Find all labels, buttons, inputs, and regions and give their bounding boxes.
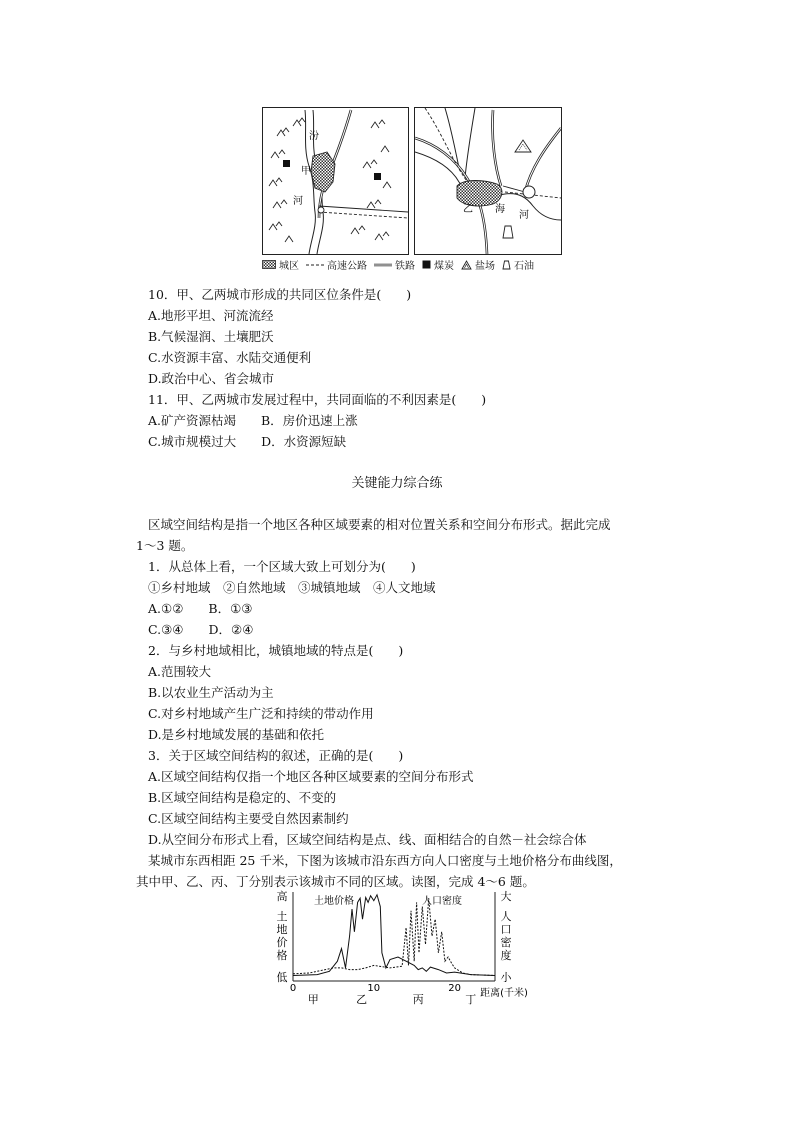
map-label-hai: 海 — [495, 204, 505, 215]
q11-options-cd: C.城市规模过大 D．水资源短缺 — [148, 434, 347, 449]
q3-option-a: A.区域空间结构仅指一个地区各种区域要素的空间分布形式 — [148, 769, 474, 784]
q1-stem: 1．从总体上看，一个区域大致上可划分为( ) — [148, 559, 416, 574]
map-label-he: 河 — [519, 210, 529, 221]
q1-options-ab: A.①② B．①③ — [148, 601, 253, 616]
intro-line-2: 1～3 题。 — [136, 538, 194, 553]
node-circle — [318, 207, 324, 213]
x-axis-unit-label: 距离(千米) — [480, 988, 528, 999]
q11-options-ab: A.矿产资源枯竭 B．房价迅速上涨 — [148, 413, 358, 428]
railway-legend-icon — [374, 262, 392, 268]
left-axis-high-label: 高 — [276, 890, 288, 903]
coal-symbol — [283, 160, 290, 167]
city-area-jia — [311, 152, 335, 192]
q1-options-cd: C.③④ D．②④ — [148, 622, 254, 637]
q10-stem: 10．甲、乙两城市形成的共同区位条件是( ) — [148, 287, 412, 302]
intro-line-1: 区域空间结构是指一个地区各种区域要素的相对位置关系和空间分布形式。据此完成 — [148, 517, 611, 532]
q2-option-a: A.范围较大 — [148, 664, 212, 679]
port-circle — [523, 186, 535, 198]
intro2-line-2: 其中甲、乙、丙、丁分别表示该城市不同的区域。读图，完成 4～6 题。 — [136, 874, 535, 889]
q3-stem: 3．关于区域空间结构的叙述，正确的是( ) — [148, 748, 404, 763]
land-price-population-chart — [272, 888, 534, 1008]
left-axis-label-char: 价 — [276, 936, 288, 949]
left-axis-label-char: 土 — [276, 910, 288, 923]
right-axis-label-char: 人 — [500, 910, 512, 923]
q10-option-b: B.气候湿润、土壤肥沃 — [148, 329, 274, 344]
x-tick-label: 10 — [367, 983, 381, 994]
q2-stem: 2．与乡村地域相比，城镇地域的特点是( ) — [148, 643, 404, 658]
legend-coal-label: 煤炭 — [434, 261, 454, 272]
q10-option-a: A.地形平坦、河流流经 — [148, 308, 274, 323]
legend-oil-label: 石油 — [514, 261, 534, 272]
railway-line-inner — [525, 128, 561, 192]
map-right — [414, 107, 562, 255]
left-axis-label — [277, 909, 288, 962]
map-right-drawing — [415, 108, 561, 254]
map-legend — [262, 257, 534, 272]
q3-option-c: C.区域空间结构主要受自然因素制约 — [148, 811, 349, 826]
railway-line — [525, 128, 561, 192]
left-axis-label-char: 地 — [276, 923, 288, 936]
coal-legend-icon — [422, 260, 431, 269]
zone-label: 甲 — [307, 993, 319, 1006]
railway-branch — [319, 206, 408, 212]
right-axis-label-char: 密 — [500, 936, 512, 949]
legend-highway-label: 高速公路 — [327, 261, 367, 272]
right-axis-label-char: 口 — [500, 923, 512, 936]
map-left — [262, 107, 409, 255]
legend-salt-label: 盐场 — [475, 261, 495, 272]
oil-icon — [503, 226, 513, 238]
q2-option-c: C.对乡村地域产生广泛和持续的带动作用 — [148, 706, 374, 721]
q3-option-b: B.区域空间结构是稳定的、不变的 — [148, 790, 337, 805]
urban-legend-icon — [262, 260, 276, 269]
zone-labels — [308, 993, 477, 1006]
left-axis-label-char: 格 — [276, 949, 288, 962]
series-label-population: 人口密度 — [422, 896, 462, 907]
right-axis-label-char: 度 — [500, 949, 512, 962]
highway-legend-icon — [306, 262, 324, 268]
population-density-line — [293, 898, 495, 975]
x-tick-label: 0 — [289, 983, 297, 994]
zone-label: 丁 — [465, 993, 477, 1006]
q10-option-c: C.水资源丰富、水陆交通便利 — [148, 350, 312, 365]
zone-label: 丙 — [412, 993, 424, 1006]
salt-legend-icon — [461, 260, 472, 270]
q2-option-b: B.以农业生产活动为主 — [148, 685, 274, 700]
river-tributary — [465, 108, 475, 178]
zone-label: 乙 — [356, 993, 368, 1006]
map-label-fen: 汾 — [309, 131, 319, 142]
map-left-drawing — [263, 108, 408, 254]
q11-stem: 11．甲、乙两城市发展过程中，共同面临的不利因素是( ) — [148, 392, 487, 407]
railway-branch — [503, 186, 525, 192]
legend-railway-label: 铁路 — [395, 261, 415, 272]
section-title: 关键能力综合练 — [351, 476, 443, 491]
q2-option-d: D.是乡村地域发展的基础和依托 — [148, 727, 325, 742]
q10-option-d: D.政治中心、省会城市 — [148, 371, 275, 386]
q1-options-list: ①乡村地域 ②自然地域 ③城镇地域 ④人文地域 — [148, 580, 436, 595]
oil-legend-icon — [502, 260, 511, 270]
map-label-jia: 甲 — [301, 166, 311, 177]
salt-field-icon — [515, 140, 531, 152]
map-label-yi: 乙 — [463, 204, 473, 215]
city-area-yi — [457, 181, 502, 207]
x-tick-label: 20 — [448, 983, 461, 994]
legend-urban-label: 城区 — [279, 261, 299, 272]
q3-option-d: D.从空间分布形式上看，区域空间结构是点、线、面相结合的自然－社会综合体 — [148, 832, 587, 847]
highway-line — [319, 212, 408, 218]
left-axis-low-label: 低 — [276, 971, 288, 984]
series-label-land-price: 土地价格 — [314, 896, 354, 907]
coal-symbol — [374, 173, 381, 180]
intro2-line-1: 某城市东西相距 25 千米，下图为该城市沿东西方向人口密度与土地价格分布曲线图， — [148, 853, 622, 868]
right-axis-label — [501, 910, 512, 962]
map-label-he: 河 — [293, 196, 303, 207]
right-axis-high-label: 大 — [500, 890, 512, 903]
right-axis-low-label: 小 — [500, 971, 512, 984]
